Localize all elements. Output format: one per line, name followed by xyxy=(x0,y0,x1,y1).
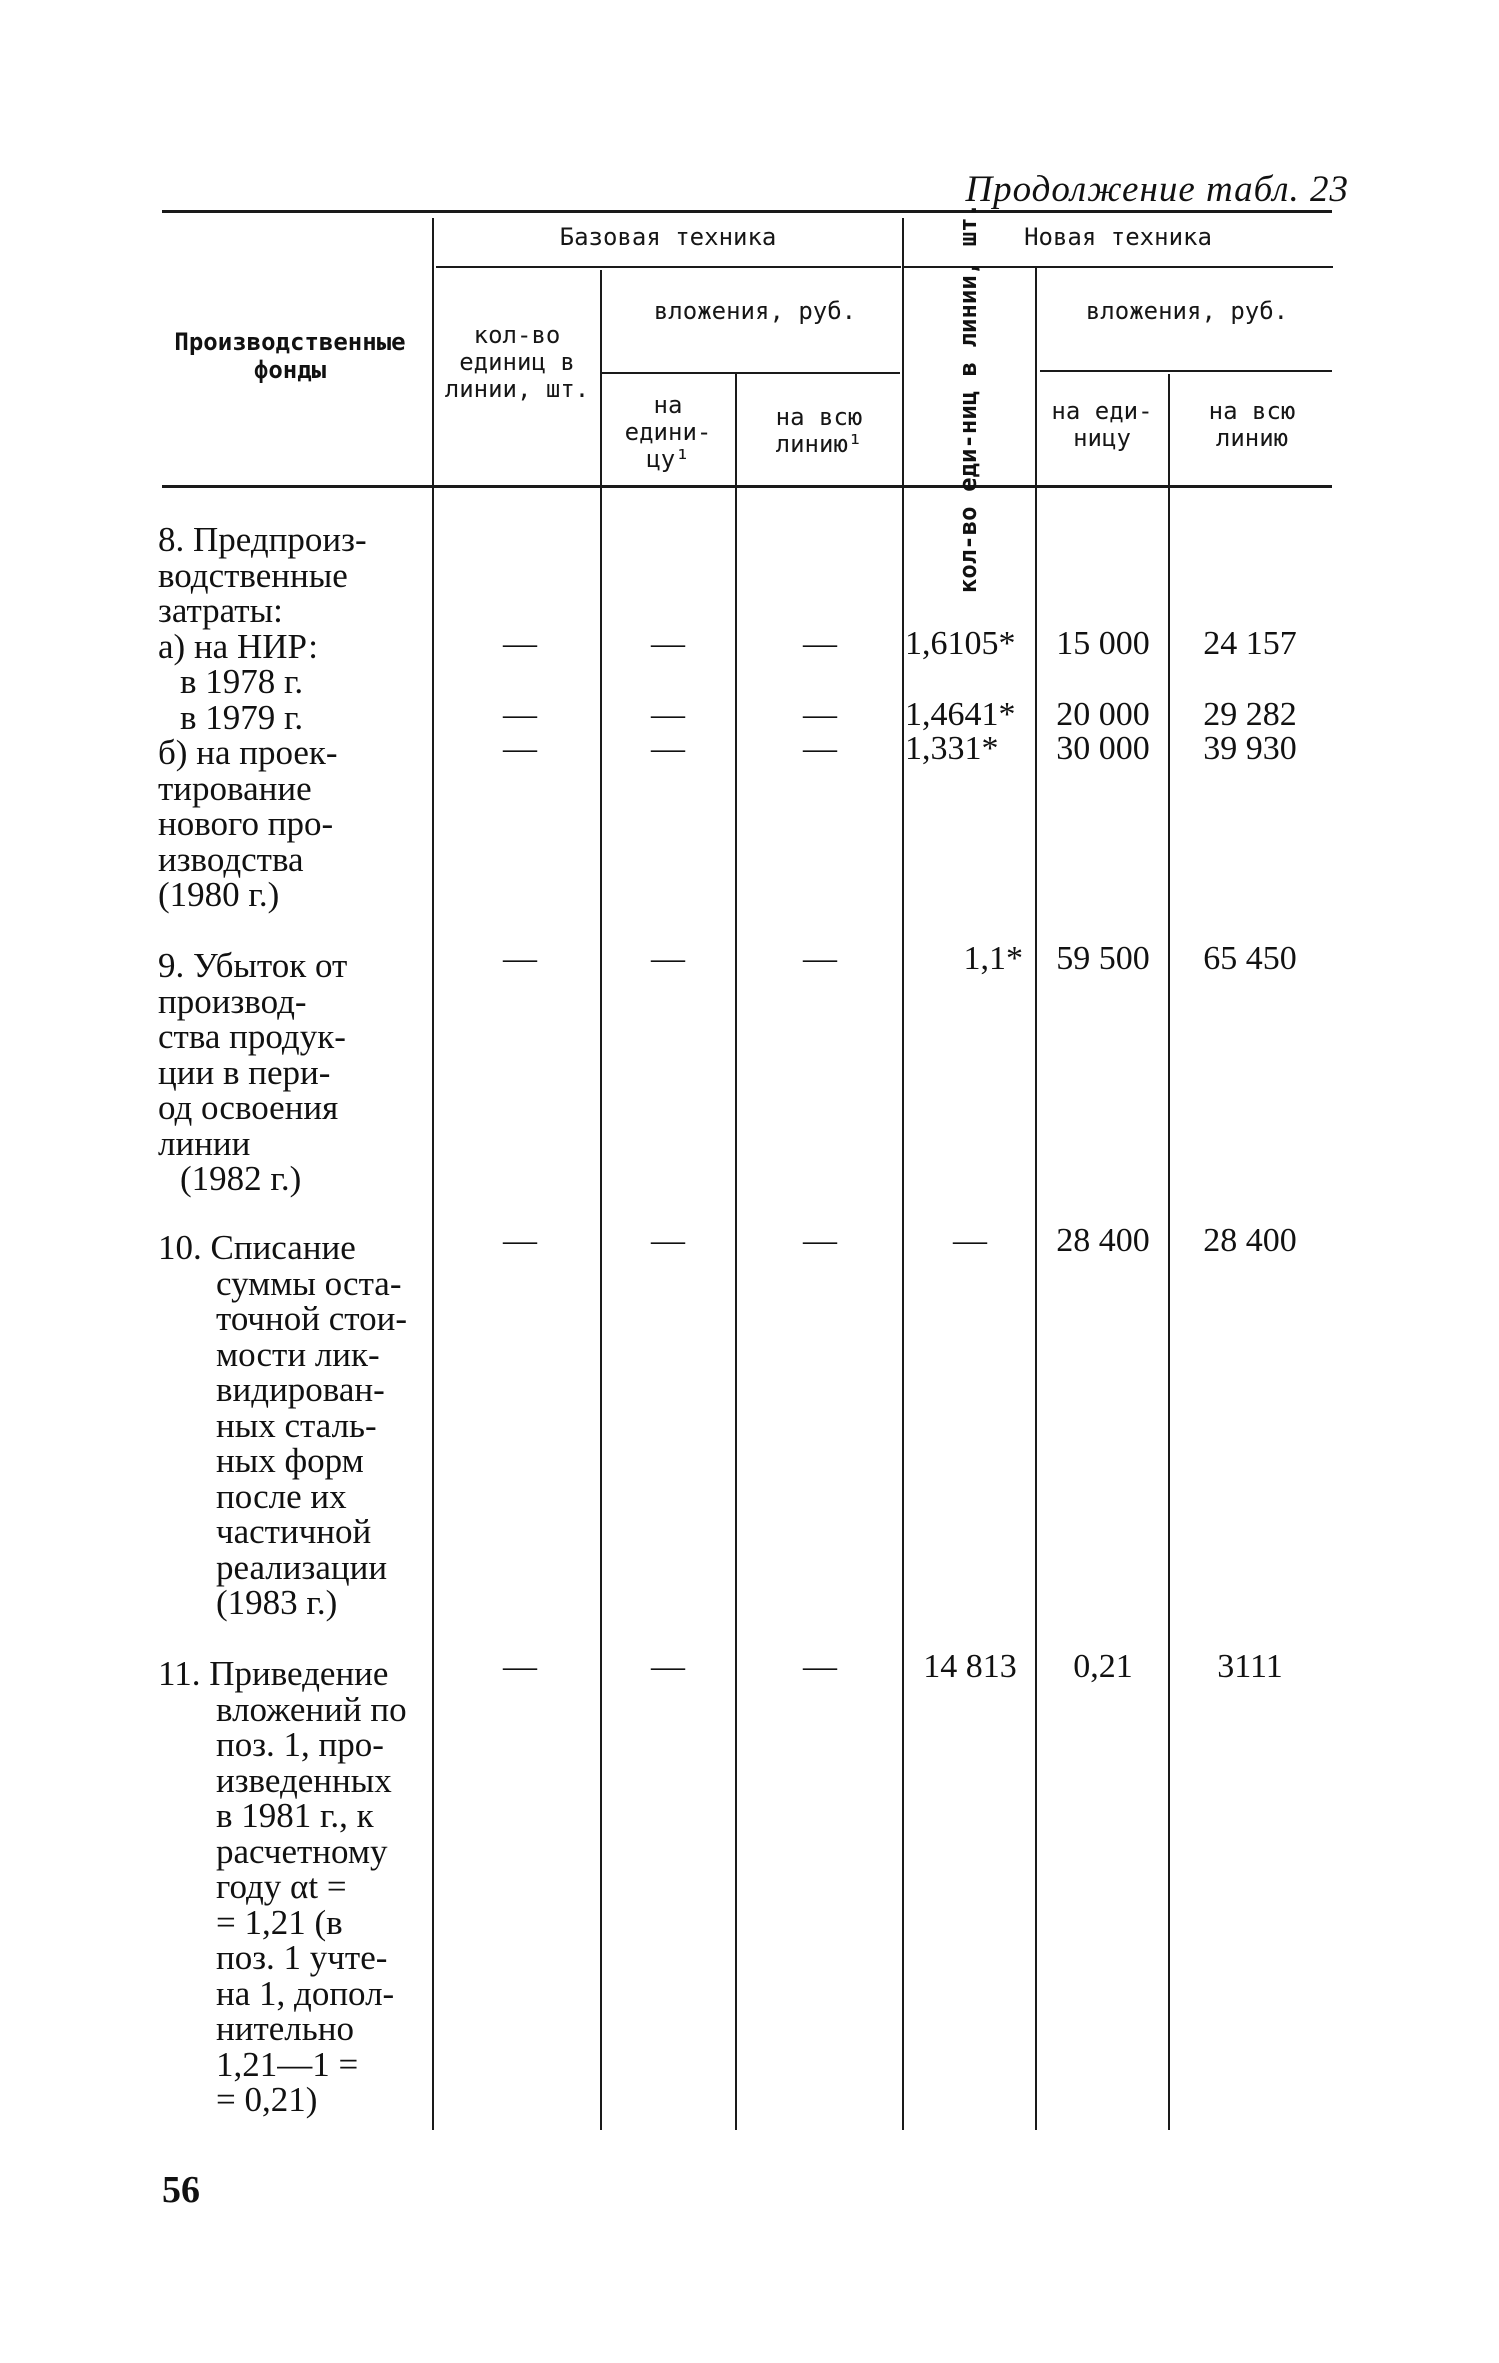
row-label-9: 9. Убыток от производ- ства продук- ции в пери- од освоения линии (1982 г.) xyxy=(158,946,348,1198)
cell-new-line: 24 157 xyxy=(1203,625,1297,662)
cell-base-line: — xyxy=(803,696,837,733)
cell-base-line: — xyxy=(803,940,837,977)
cell-new-qty: 1,6105* xyxy=(905,625,1016,662)
cell-base-unit: — xyxy=(651,696,685,733)
col-rule-5 xyxy=(1035,268,1037,2130)
cell-base-qty: — xyxy=(503,940,537,977)
cell-new-qty: — xyxy=(953,1222,987,1259)
new-invest-header: вложения, руб. xyxy=(1085,297,1289,325)
cell-new-unit: 30 000 xyxy=(1056,730,1150,767)
cell-base-qty: — xyxy=(503,696,537,733)
row-label-11: 11. Приведение вложений по поз. 1, про- изведенных в 1981 г., к расчетному году αt = = 1,21 (в поз. 1 учте- на 1, допол- нительно 1,21—1 = = 0,21) xyxy=(158,1654,407,2119)
new-group-header: Новая техника xyxy=(1024,223,1212,251)
cell-new-line: 29 282 xyxy=(1203,696,1297,733)
cell-new-qty: 1,4641* xyxy=(905,696,1016,733)
cell-base-unit: — xyxy=(651,730,685,767)
col-rule-3 xyxy=(735,374,737,2130)
base-per-unit-header: на едини-цу¹ xyxy=(624,391,712,473)
cell-base-qty: — xyxy=(503,1222,537,1259)
cell-new-unit: 20 000 xyxy=(1056,696,1150,733)
cell-new-qty: 1,331* xyxy=(905,730,999,767)
cell-base-line: — xyxy=(803,1648,837,1685)
cell-base-line: — xyxy=(803,1222,837,1259)
col-rule-4 xyxy=(902,218,904,2130)
header-bottom-rule xyxy=(162,485,1332,488)
new-per-line-header: на всю линию xyxy=(1208,397,1296,452)
cell-new-line: 39 930 xyxy=(1203,730,1297,767)
new-invest-rule xyxy=(1040,370,1332,372)
cell-new-unit: 59 500 xyxy=(1056,940,1150,977)
row-label-10: 10. Списание суммы оста- точной стои- мости лик- видирован- ных сталь- ных форм после их частичной реализации (1983 г.) xyxy=(158,1228,407,1622)
cell-base-unit: — xyxy=(651,1222,685,1259)
cell-new-line: 28 400 xyxy=(1203,1222,1297,1259)
cell-base-qty: — xyxy=(503,1648,537,1685)
cell-new-unit: 28 400 xyxy=(1056,1222,1150,1259)
cell-new-qty: 14 813 xyxy=(923,1648,1017,1685)
row-header: Производственные фонды xyxy=(174,328,406,384)
row-label-8: 8. Предпроиз- водственные затраты: а) на НИР: в 1978 г. в 1979 г. б) на проек- тирование нового про- изводства (1980 г.) xyxy=(158,520,367,914)
cell-base-qty: — xyxy=(503,625,537,662)
cell-new-unit: 0,21 xyxy=(1073,1648,1133,1685)
top-rule xyxy=(162,210,1332,213)
cell-base-unit: — xyxy=(651,940,685,977)
base-qty-header: кол-во единиц в линии, шт. xyxy=(444,321,590,403)
cell-new-line: 65 450 xyxy=(1203,940,1297,977)
base-per-line-header: на всю линию¹ xyxy=(775,403,863,458)
cell-new-unit: 15 000 xyxy=(1056,625,1150,662)
cell-base-qty: — xyxy=(503,730,537,767)
cell-base-line: — xyxy=(803,625,837,662)
col-rule-2 xyxy=(600,270,602,2130)
cell-new-line: 3111 xyxy=(1217,1648,1283,1685)
cell-base-unit: — xyxy=(651,1648,685,1685)
base-group-rule xyxy=(436,266,901,268)
cell-base-line: — xyxy=(803,730,837,767)
base-invest-header: вложения, руб. xyxy=(653,297,857,325)
base-group-header: Базовая техника xyxy=(559,223,777,251)
new-qty-header: кол-во еди-ниц в линии, шт. xyxy=(954,202,982,594)
page-number: 56 xyxy=(162,2169,200,2211)
cell-new-qty: 1,1* xyxy=(963,940,1023,977)
base-invest-rule xyxy=(602,372,900,374)
col-rule-1 xyxy=(432,218,434,2130)
cell-base-unit: — xyxy=(651,625,685,662)
new-per-unit-header: на еди-ницу xyxy=(1051,397,1153,452)
continuation-title: Продолжение табл. 23 xyxy=(965,169,1349,210)
